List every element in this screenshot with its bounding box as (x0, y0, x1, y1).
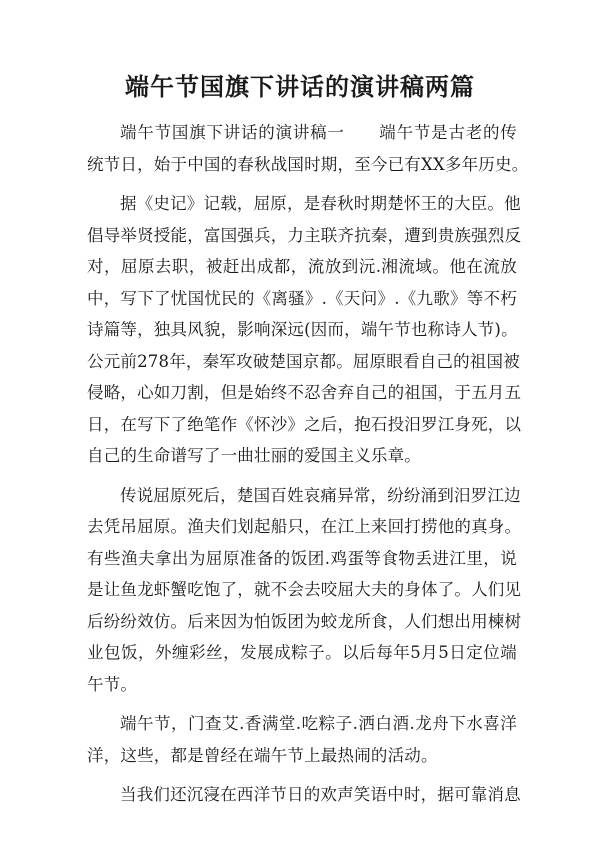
text-line: 统节日，始于中国的春秋战国时期，至今已有XX多年历史。 (87, 154, 529, 174)
text-line: 公元前278年，秦军攻破楚国京都。屈原眼看自己的祖国被 (87, 351, 520, 371)
text-line: 倡导举贤授能，富国强兵，力主联齐抗秦，遭到贵族强烈反 (87, 225, 522, 245)
text-line: 自己的生命谱写了一曲壮丽的爱国主义乐章。 (87, 446, 421, 465)
text-line: 端午节，门查艾.香满堂.吃粽子.洒白酒.龙舟下水喜洋 (120, 714, 517, 733)
text-line: 中，写下了忧国忧民的《离骚》.《天问》.《九歌》等不朽 (87, 288, 517, 308)
paragraph (87, 188, 522, 472)
text-line: 去凭吊屈原。渔夫们划起船只，在江上来回打捞他的真身。 (87, 517, 522, 536)
paragraph (87, 480, 522, 701)
text-line: 传说屈原死后，楚国百姓哀痛异常，纷纷涌到汨罗江边 (120, 485, 521, 505)
text-line: 午节。 (87, 674, 138, 694)
text-line: 洋，这些，都是曾经在端午节上最热闹的活动。 (87, 745, 438, 765)
text-line: 是让鱼龙虾蟹吃饱了，就不会去咬屈大夫的身体了。人们见 (87, 580, 522, 599)
text-line: 后纷纷效仿。后来因为怕饭团为蛟龙所食，人们想出用楝树 (87, 611, 522, 631)
paragraph (87, 708, 517, 771)
text-line: 对，屈原去职，被赶出成都，流放到沅.湘流域。他在流放 (87, 257, 517, 276)
text-line: 据《史记》记载，屈原，是春秋时期楚怀王的大臣。他 (120, 194, 521, 213)
text-line: 当我们还沉寖在西洋节日的欢声笑语中时，据可靠消息 (120, 785, 521, 804)
paragraph (87, 117, 529, 180)
text-line: 诗篇等，独具风貌，影响深远(因而，端午节也称诗人节)。 (87, 320, 518, 339)
paragraph (87, 779, 521, 811)
text-line: 日，在写下了绝笔作《怀沙》之后，抱石投汨罗江身死，以 (87, 414, 522, 434)
text-line: 业包饭，外缠彩丝，发展成粽子。以后每年5月5日定位端 (87, 643, 517, 662)
text-line: 端午节国旗下讲话的演讲稿一 端午节是古老的传 (120, 123, 517, 142)
document-title: 端午节国旗下讲话的演讲稿两篇 (125, 72, 475, 101)
document-body (87, 117, 529, 819)
text-line: 有些渔夫拿出为屈原准备的饭团.鸡蛋等食物丢进江里，说 (87, 548, 517, 568)
text-line: 侵略，心如刀割，但是始终不忍舍弃自己的祖国，于五月五 (87, 383, 522, 402)
